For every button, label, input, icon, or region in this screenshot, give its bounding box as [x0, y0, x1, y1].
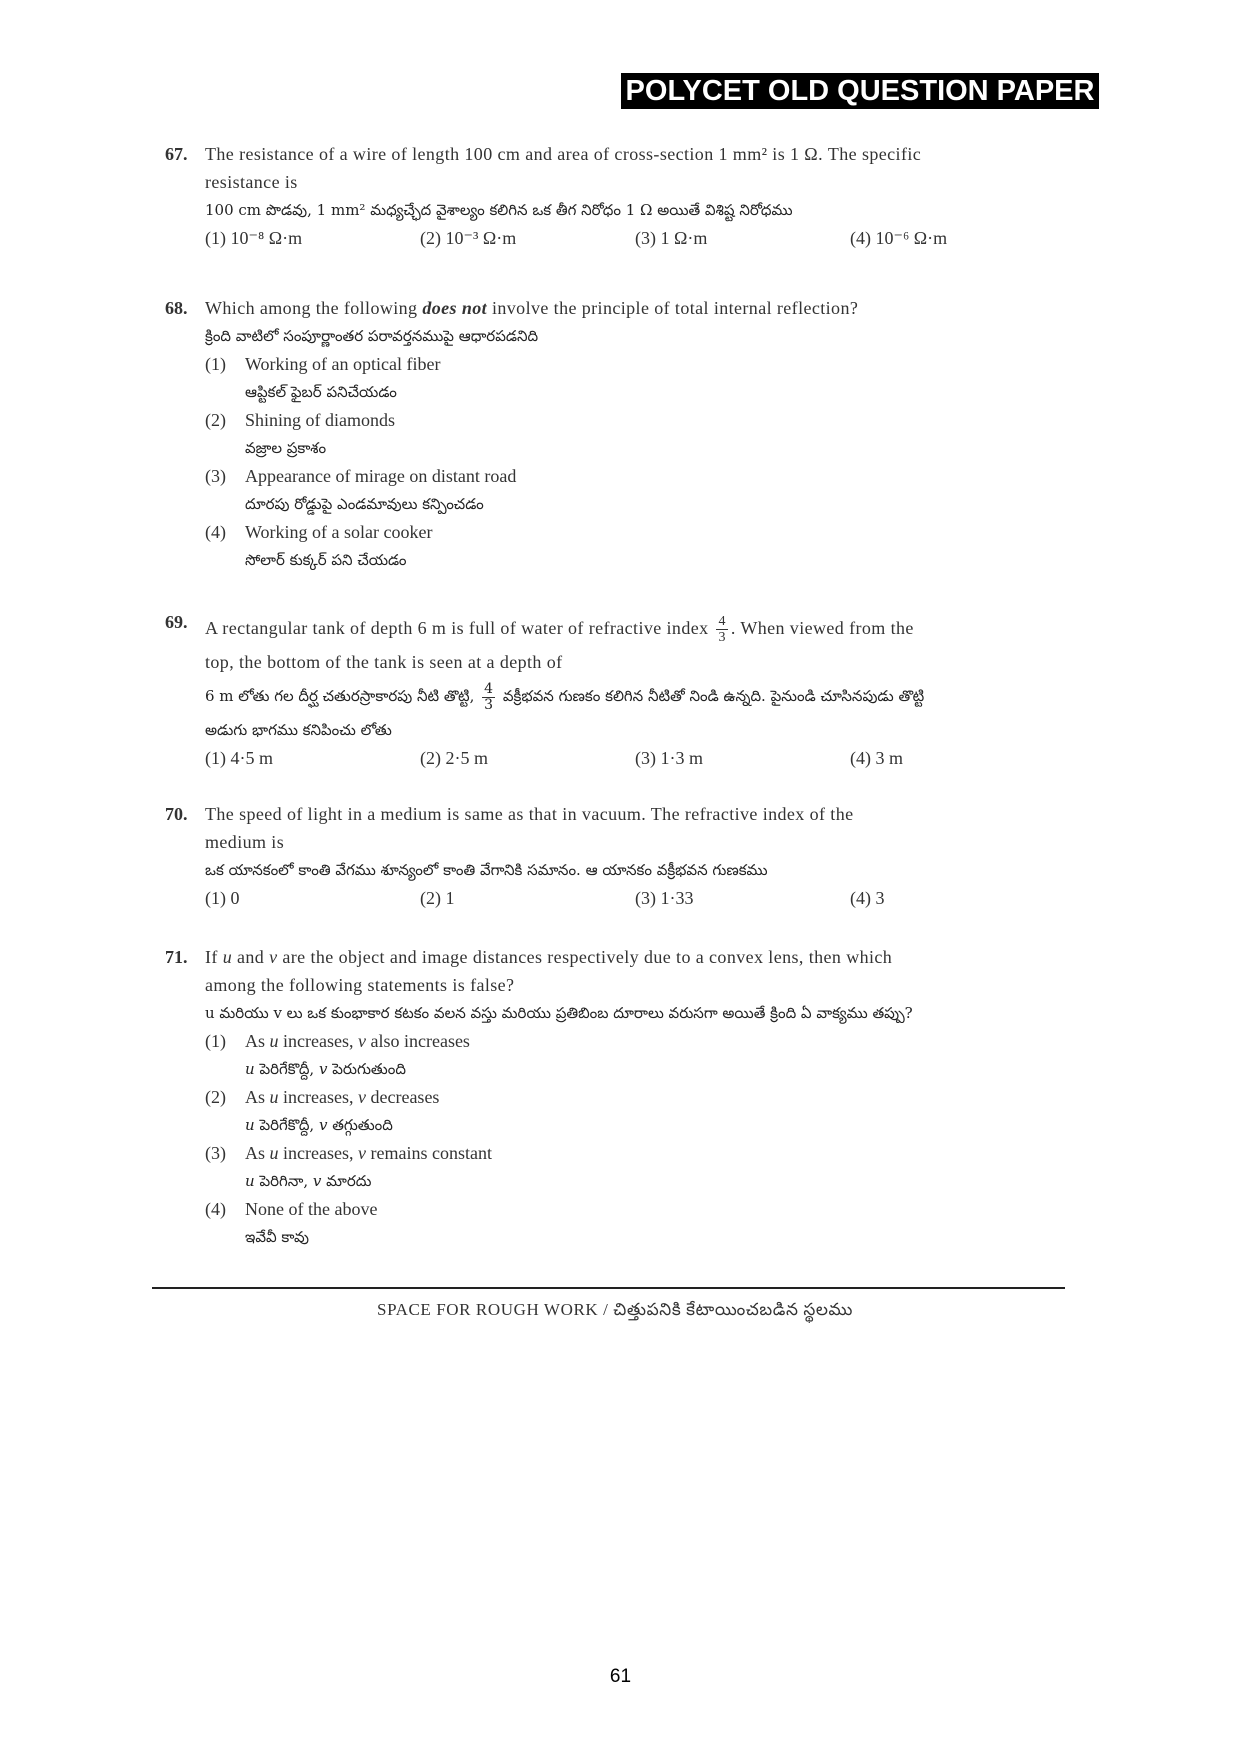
options-row	[205, 224, 1065, 252]
option-2-telugu: వజ్రాల ప్రకాశం	[245, 439, 327, 457]
option-1-telugu: u పెరిగేకొద్దీ, v పెరుగుతుంది	[245, 1060, 406, 1078]
option-1: (1) 4·5 m	[205, 748, 273, 768]
options-row	[205, 884, 1065, 912]
option-4-telugu: సోలార్ కుక్కర్ పని చేయడం	[245, 551, 407, 569]
option-3-telugu: u పెరిగినా, v మారదు	[245, 1172, 372, 1190]
telugu-text: u మరియు v లు ఒక కుంభాకార కటకం వలన వస్తు మరియు ప్రతిబింబ దూరాలు వరుసగా అయితే క్రింది ఏ వాక్యము తప్పు?	[205, 1004, 913, 1022]
option-4: (4) Working of a solar cooker	[205, 522, 433, 542]
divider-line	[152, 1287, 1065, 1289]
question-68	[165, 294, 1065, 574]
option-3-telugu: దూరపు రోడ్డుపై ఎండమావులు కన్పించడం	[245, 495, 484, 513]
telugu-text-cont: అడుగు భాగము కనిపించు లోతు	[205, 721, 392, 739]
page-number: 61	[609, 1666, 632, 1687]
option-3: (3) Appearance of mirage on distant road	[205, 466, 517, 486]
option-2: (2) Shining of diamonds	[205, 410, 396, 430]
option-4: (4) 3	[850, 888, 885, 908]
question-number: 68.	[165, 298, 188, 318]
question-67	[165, 140, 1065, 252]
option-3: (3) 1·3 m	[635, 748, 703, 768]
option-4: (4) 3 m	[850, 748, 903, 768]
telugu-text: ఒక యానకంలో కాంతి వేగము శూన్యంలో కాంతి వేగానికి సమానం. ఆ యానకం వక్రీభవన గుణకము	[205, 861, 768, 879]
option-2: (2) 1	[420, 888, 455, 908]
paper-banner: POLYCET OLD QUESTION PAPER	[621, 73, 1099, 109]
rough-work-label: SPACE FOR ROUGH WORK / చిత్తుపనికి కేటాయించబడిన స్థలము	[377, 1300, 853, 1319]
emphasis: does not	[422, 298, 488, 318]
option-2: (2) As u increases, v decreases	[205, 1087, 440, 1107]
question-text: The resistance of a wire of length 100 cm and area of cross-section 1 mm² is 1 Ω. The specific	[205, 144, 922, 164]
option-4: (4) 10⁻⁶ Ω·m	[850, 228, 948, 248]
question-text: If u and v are the object and image distances respectively due to a convex lens, then which	[205, 947, 893, 967]
question-number: 71.	[165, 947, 188, 967]
question-text-cont: among the following statements is false?	[205, 975, 515, 995]
option-4: (4) None of the above	[205, 1199, 378, 1219]
option-3: (3) 1·33	[635, 888, 694, 908]
option-3: (3) 1 Ω·m	[635, 228, 708, 248]
telugu-text: 6 m లోతు గల దీర్ఘ చతురస్రాకారపు నీటి తొట్టి, $\frac{4}{3}$ వక్రీభవన గుణకం కలిగిన నీటితో నిండి ఉన్నది. పైనుండి చూసినపుడు తొట్టి	[205, 680, 925, 713]
option-2-telugu: u పెరిగేకొద్దీ, v తగ్గుతుంది	[245, 1116, 393, 1134]
options-row	[205, 744, 1065, 772]
question-text: A rectangular tank of depth 6 m is full of water of refractive index $\frac{4}{3}$ . When viewed from the	[205, 614, 914, 646]
option-3: (3) As u increases, v remains constant	[205, 1143, 492, 1163]
telugu-text: 100 cm పొడవు, 1 mm² మధ్యచ్ఛేద వైశాల్యం కలిగిన ఒక తీగ నిరోధం 1 Ω అయితే విశిష్ట నిరోధము	[205, 201, 793, 219]
question-text-cont: resistance is	[205, 172, 298, 192]
question-number: 70.	[165, 804, 188, 824]
option-1-telugu: ఆప్టికల్ ఫైబర్ పనిచేయడం	[245, 383, 397, 401]
option-4-telugu: ఇవేవీ కావు	[245, 1228, 309, 1246]
option-1: (1) 0	[205, 888, 240, 908]
question-71	[165, 943, 1065, 1251]
option-1: (1) Working of an optical fiber	[205, 354, 441, 374]
question-text-cont: medium is	[205, 832, 285, 852]
question-text-cont: top, the bottom of the tank is seen at a depth of	[205, 652, 563, 672]
option-2: (2) 2·5 m	[420, 748, 488, 768]
question-text: The speed of light in a medium is same as that in vacuum. The refractive index of the	[205, 804, 854, 824]
telugu-text: క్రింది వాటిలో సంపూర్ణాంతర పరావర్తనముపై ఆధారపడనిది	[205, 327, 539, 345]
option-2: (2) 10⁻³ Ω·m	[420, 228, 517, 248]
fraction-four-thirds: $\frac{4}{3}$	[484, 680, 494, 713]
question-number: 69.	[165, 612, 188, 632]
question-69	[165, 608, 1065, 772]
fraction-four-thirds: $\frac{4}{3}$	[718, 614, 726, 646]
question-70	[165, 800, 1065, 912]
question-text: Which among the following does not involve the principle of total internal reflection?	[205, 298, 859, 318]
option-1: (1) As u increases, v also increases	[205, 1031, 470, 1051]
option-1: (1) 10⁻⁸ Ω·m	[205, 228, 303, 248]
question-number: 67.	[165, 144, 188, 164]
